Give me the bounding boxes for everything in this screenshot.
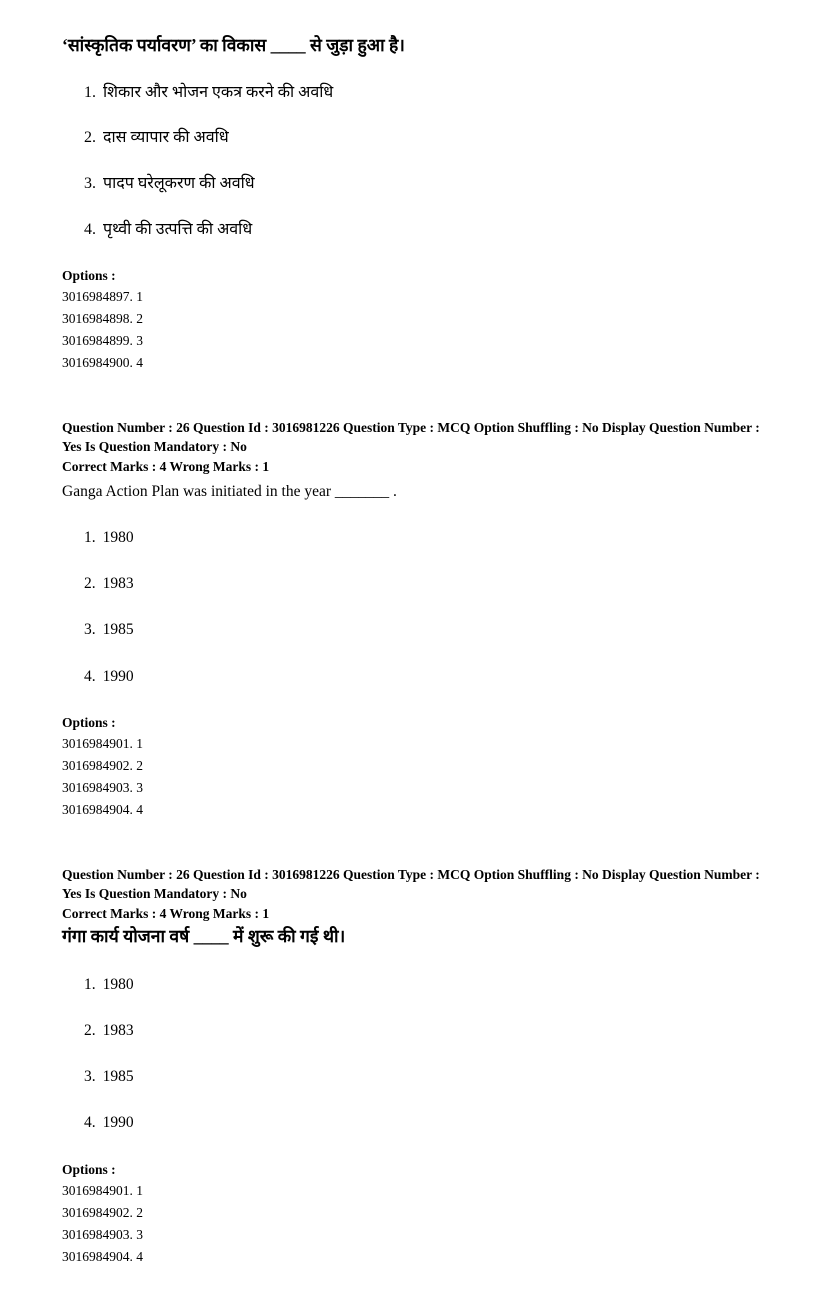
- choice-number: 3.: [84, 175, 96, 193]
- choice-text: 1990: [102, 667, 134, 685]
- choice-number: 4.: [84, 221, 96, 239]
- question-meta-line: Question Number : 26 Question Id : 3016981226 Question Type : MCQ Option Shuffling : No Display Question Number : Yes Is Question Mandatory : No: [62, 419, 760, 455]
- choice-row: [62, 220, 768, 241]
- choice-text: दास व्यापार की अवधि: [103, 129, 229, 147]
- choice-text: 1983: [102, 575, 134, 593]
- choice-row: [62, 1113, 768, 1133]
- choice-text: 1990: [102, 1114, 134, 1132]
- choice-row: [62, 83, 768, 104]
- choice-number: 2.: [84, 1022, 96, 1040]
- option-id-line: 3016984899. 3: [62, 332, 143, 348]
- choice-text: 1980: [102, 976, 134, 994]
- choice-row: [62, 1067, 768, 1087]
- choice-text: 1985: [102, 621, 134, 639]
- question-block-2: [62, 418, 768, 821]
- options-label: Options :: [62, 267, 116, 283]
- question-text-english: Ganga Action Plan was initiated in the year _______ .: [62, 482, 397, 500]
- choice-row: [62, 174, 768, 195]
- choice-number: 1.: [84, 976, 96, 994]
- option-id-line: 3016984904. 4: [62, 1248, 143, 1264]
- choice-text: पादप घरेलूकरण की अवधि: [103, 175, 255, 193]
- choice-text: 1983: [102, 1022, 134, 1040]
- marks-line: Correct Marks : 4 Wrong Marks : 1: [62, 458, 270, 474]
- choice-row: [62, 528, 768, 548]
- question-block-3: [62, 865, 768, 1268]
- option-id-line: 3016984903. 3: [62, 779, 143, 795]
- choice-row: [62, 1021, 768, 1041]
- choice-number: 3.: [84, 1068, 96, 1086]
- option-id-line: 3016984901. 1: [62, 1182, 143, 1198]
- choice-number: 4.: [84, 667, 96, 685]
- option-id-line: 3016984903. 3: [62, 1226, 143, 1242]
- choice-number: 2.: [84, 575, 96, 593]
- options-label: Options :: [62, 1161, 116, 1177]
- choice-number: 3.: [84, 621, 96, 639]
- choice-number: 1.: [84, 83, 96, 101]
- choice-list: [62, 83, 768, 241]
- question-text-hindi: ‘सांस्कृतिक पर्यावरण’ का विकास ____ से जुड़ा हुआ है।: [62, 35, 405, 55]
- choice-text: पृथ्वी की उत्पत्ति की अवधि: [103, 221, 253, 239]
- choice-row: [62, 574, 768, 594]
- options-label: Options :: [62, 714, 116, 730]
- option-id-line: 3016984904. 4: [62, 801, 143, 817]
- choice-list: [62, 975, 768, 1134]
- choice-text: 1985: [102, 1068, 134, 1086]
- choice-number: 2.: [84, 129, 96, 147]
- question-text-hindi: गंगा कार्य योजना वर्ष ____ में शुरू की गई थी।: [62, 926, 346, 947]
- option-id-line: 3016984900. 4: [62, 354, 143, 370]
- choice-row: [62, 667, 768, 687]
- option-id-line: 3016984902. 2: [62, 1204, 143, 1220]
- option-id-line: 3016984898. 2: [62, 310, 143, 326]
- choice-row: [62, 975, 768, 995]
- choice-list: [62, 528, 768, 687]
- choice-number: 1.: [84, 529, 96, 547]
- option-id-line: 3016984897. 1: [62, 288, 143, 304]
- choice-row: [62, 128, 768, 149]
- option-id-line: 3016984901. 1: [62, 735, 143, 751]
- choice-text: शिकार और भोजन एकत्र करने की अवधि: [103, 83, 334, 101]
- option-id-line: 3016984902. 2: [62, 757, 143, 773]
- choice-row: [62, 620, 768, 640]
- choice-text: 1980: [102, 529, 134, 547]
- question-meta-line: Question Number : 26 Question Id : 3016981226 Question Type : MCQ Option Shuffling : No Display Question Number : Yes Is Question Mandatory : No: [62, 866, 760, 902]
- question-block-1: [62, 34, 768, 374]
- marks-line: Correct Marks : 4 Wrong Marks : 1: [62, 905, 270, 921]
- choice-number: 4.: [84, 1114, 96, 1132]
